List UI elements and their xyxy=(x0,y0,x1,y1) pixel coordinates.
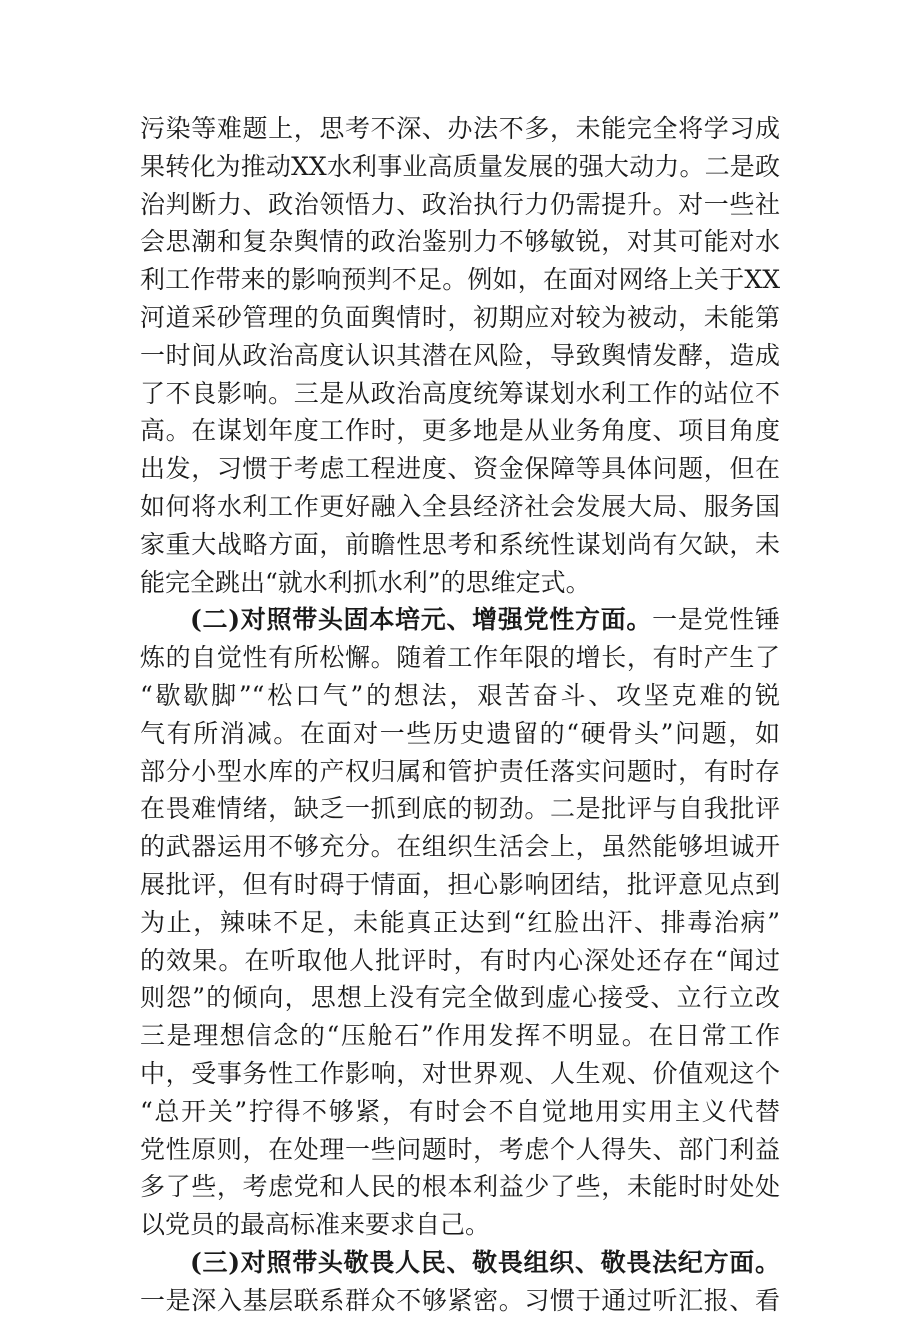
line-text: 的武器运用不够充分。在组织生活会上，虽然能够坦诚开 xyxy=(140,832,780,862)
text-line xyxy=(140,299,780,337)
text-line xyxy=(140,753,780,791)
text-line xyxy=(140,526,780,564)
line-text: 家重大战略方面，前瞻性思考和系统性谋划尚有欠缺，未 xyxy=(140,529,780,559)
text-line xyxy=(140,375,780,413)
line-text: 为止，辣味不足，未能真正达到“红脸出汗、排毒治病” xyxy=(140,907,780,937)
text-line xyxy=(140,1244,780,1282)
text-line xyxy=(140,1017,780,1055)
text-line xyxy=(140,450,780,488)
line-text: 展批评，但有时碍于情面，担心影响团结，批评意见点到 xyxy=(140,869,780,899)
text-line xyxy=(140,223,780,261)
line-text: 出发，习惯于考虑工程进度、资金保障等具体问题，但在 xyxy=(140,454,780,484)
section-heading: (三)对照带头敬畏人民、敬畏组织、敬畏法纪方面。 xyxy=(190,1247,780,1277)
line-text: 党性原则，在处理一些问题时，考虑个人得失、部门利益 xyxy=(140,1134,780,1164)
line-text: 会思潮和复杂舆情的政治鉴别力不够敏锐，对其可能对水 xyxy=(140,227,780,257)
document-body xyxy=(140,110,780,1320)
text-line xyxy=(140,601,780,639)
text-line xyxy=(140,979,780,1017)
line-text: 如何将水利工作更好融入全县经济社会发展大局、服务国 xyxy=(140,491,780,521)
text-line xyxy=(140,110,780,148)
text-line xyxy=(140,148,780,186)
line-text: 三是理想信念的“压舱石”作用发挥不明显。在日常工作 xyxy=(140,1021,780,1051)
text-line xyxy=(140,1168,780,1206)
line-text: 气有所消减。在面对一些历史遗留的“硬骨头”问题，如 xyxy=(140,718,780,748)
line-text: 在畏难情绪，缺乏一抓到底的韧劲。二是批评与自我批评 xyxy=(140,794,780,824)
text-line xyxy=(140,715,780,753)
line-text: 多了些，考虑党和人民的根本利益少了些，未能时时处处 xyxy=(140,1172,780,1202)
line-text: 河道采砂管理的负面舆情时，初期应对较为被动，未能第 xyxy=(140,302,780,332)
line-text: 高。在谋划年度工作时，更多地是从业务角度、项目角度 xyxy=(140,416,780,446)
line-text: 治判断力、政治领悟力、政治执行力仍需提升。对一些社 xyxy=(140,189,780,219)
line-text: 能完全跳出“就水利抓水利”的思维定式。 xyxy=(140,567,591,597)
text-line xyxy=(140,1206,780,1244)
line-text: 一是深入基层联系群众不够紧密。习惯于通过听汇报、看 xyxy=(140,1285,780,1315)
text-line xyxy=(140,337,780,375)
line-text: 污染等难题上，思考不深、办法不多，未能完全将学习成 xyxy=(140,114,780,143)
text-line xyxy=(140,1093,780,1131)
text-line xyxy=(140,790,780,828)
line-text: 炼的自觉性有所松懈。随着工作年限的增长，有时产生了 xyxy=(140,643,780,673)
line-text: 一是党性锤 xyxy=(652,605,780,635)
text-line xyxy=(140,904,780,942)
line-text: 了不良影响。三是从政治高度统筹谋划水利工作的站位不 xyxy=(140,378,780,408)
text-line xyxy=(140,412,780,450)
text-line xyxy=(140,1282,780,1320)
line-text: 果转化为推动XX水利事业高质量发展的强大动力。二是政 xyxy=(140,151,780,181)
text-line xyxy=(140,639,780,677)
text-line xyxy=(140,866,780,904)
line-text: 的效果。在听取他人批评时，有时内心深处还存在“闻过 xyxy=(140,945,780,975)
line-text: “总开关”拧得不够紧，有时会不自觉地用实用主义代替 xyxy=(140,1096,780,1126)
text-line xyxy=(140,677,780,715)
line-text: 则怨”的倾向，思想上没有完全做到虚心接受、立行立改 xyxy=(140,983,780,1013)
line-text: 利工作带来的影响预判不足。例如，在面对网络上关于XX xyxy=(140,265,780,295)
text-line xyxy=(140,488,780,526)
text-line xyxy=(140,186,780,224)
text-line xyxy=(140,828,780,866)
line-text: 部分小型水库的产权归属和管护责任落实问题时，有时存 xyxy=(140,756,780,786)
text-line xyxy=(140,942,780,980)
text-line xyxy=(140,564,780,602)
line-text: 中，受事务性工作影响，对世界观、人生观、价值观这个 xyxy=(140,1058,780,1088)
line-text: “歇歇脚”“松口气”的想法，艰苦奋斗、攻坚克难的锐 xyxy=(140,680,780,710)
text-line xyxy=(140,261,780,299)
section-heading: (二)对照带头固本培元、增强党性方面。 xyxy=(190,605,653,635)
text-line xyxy=(140,1131,780,1169)
line-text: 一时间从政治高度认识其潜在风险，导致舆情发酵，造成 xyxy=(140,340,780,370)
line-text: 以党员的最高标准来要求自己。 xyxy=(140,1210,491,1240)
text-line xyxy=(140,1055,780,1093)
